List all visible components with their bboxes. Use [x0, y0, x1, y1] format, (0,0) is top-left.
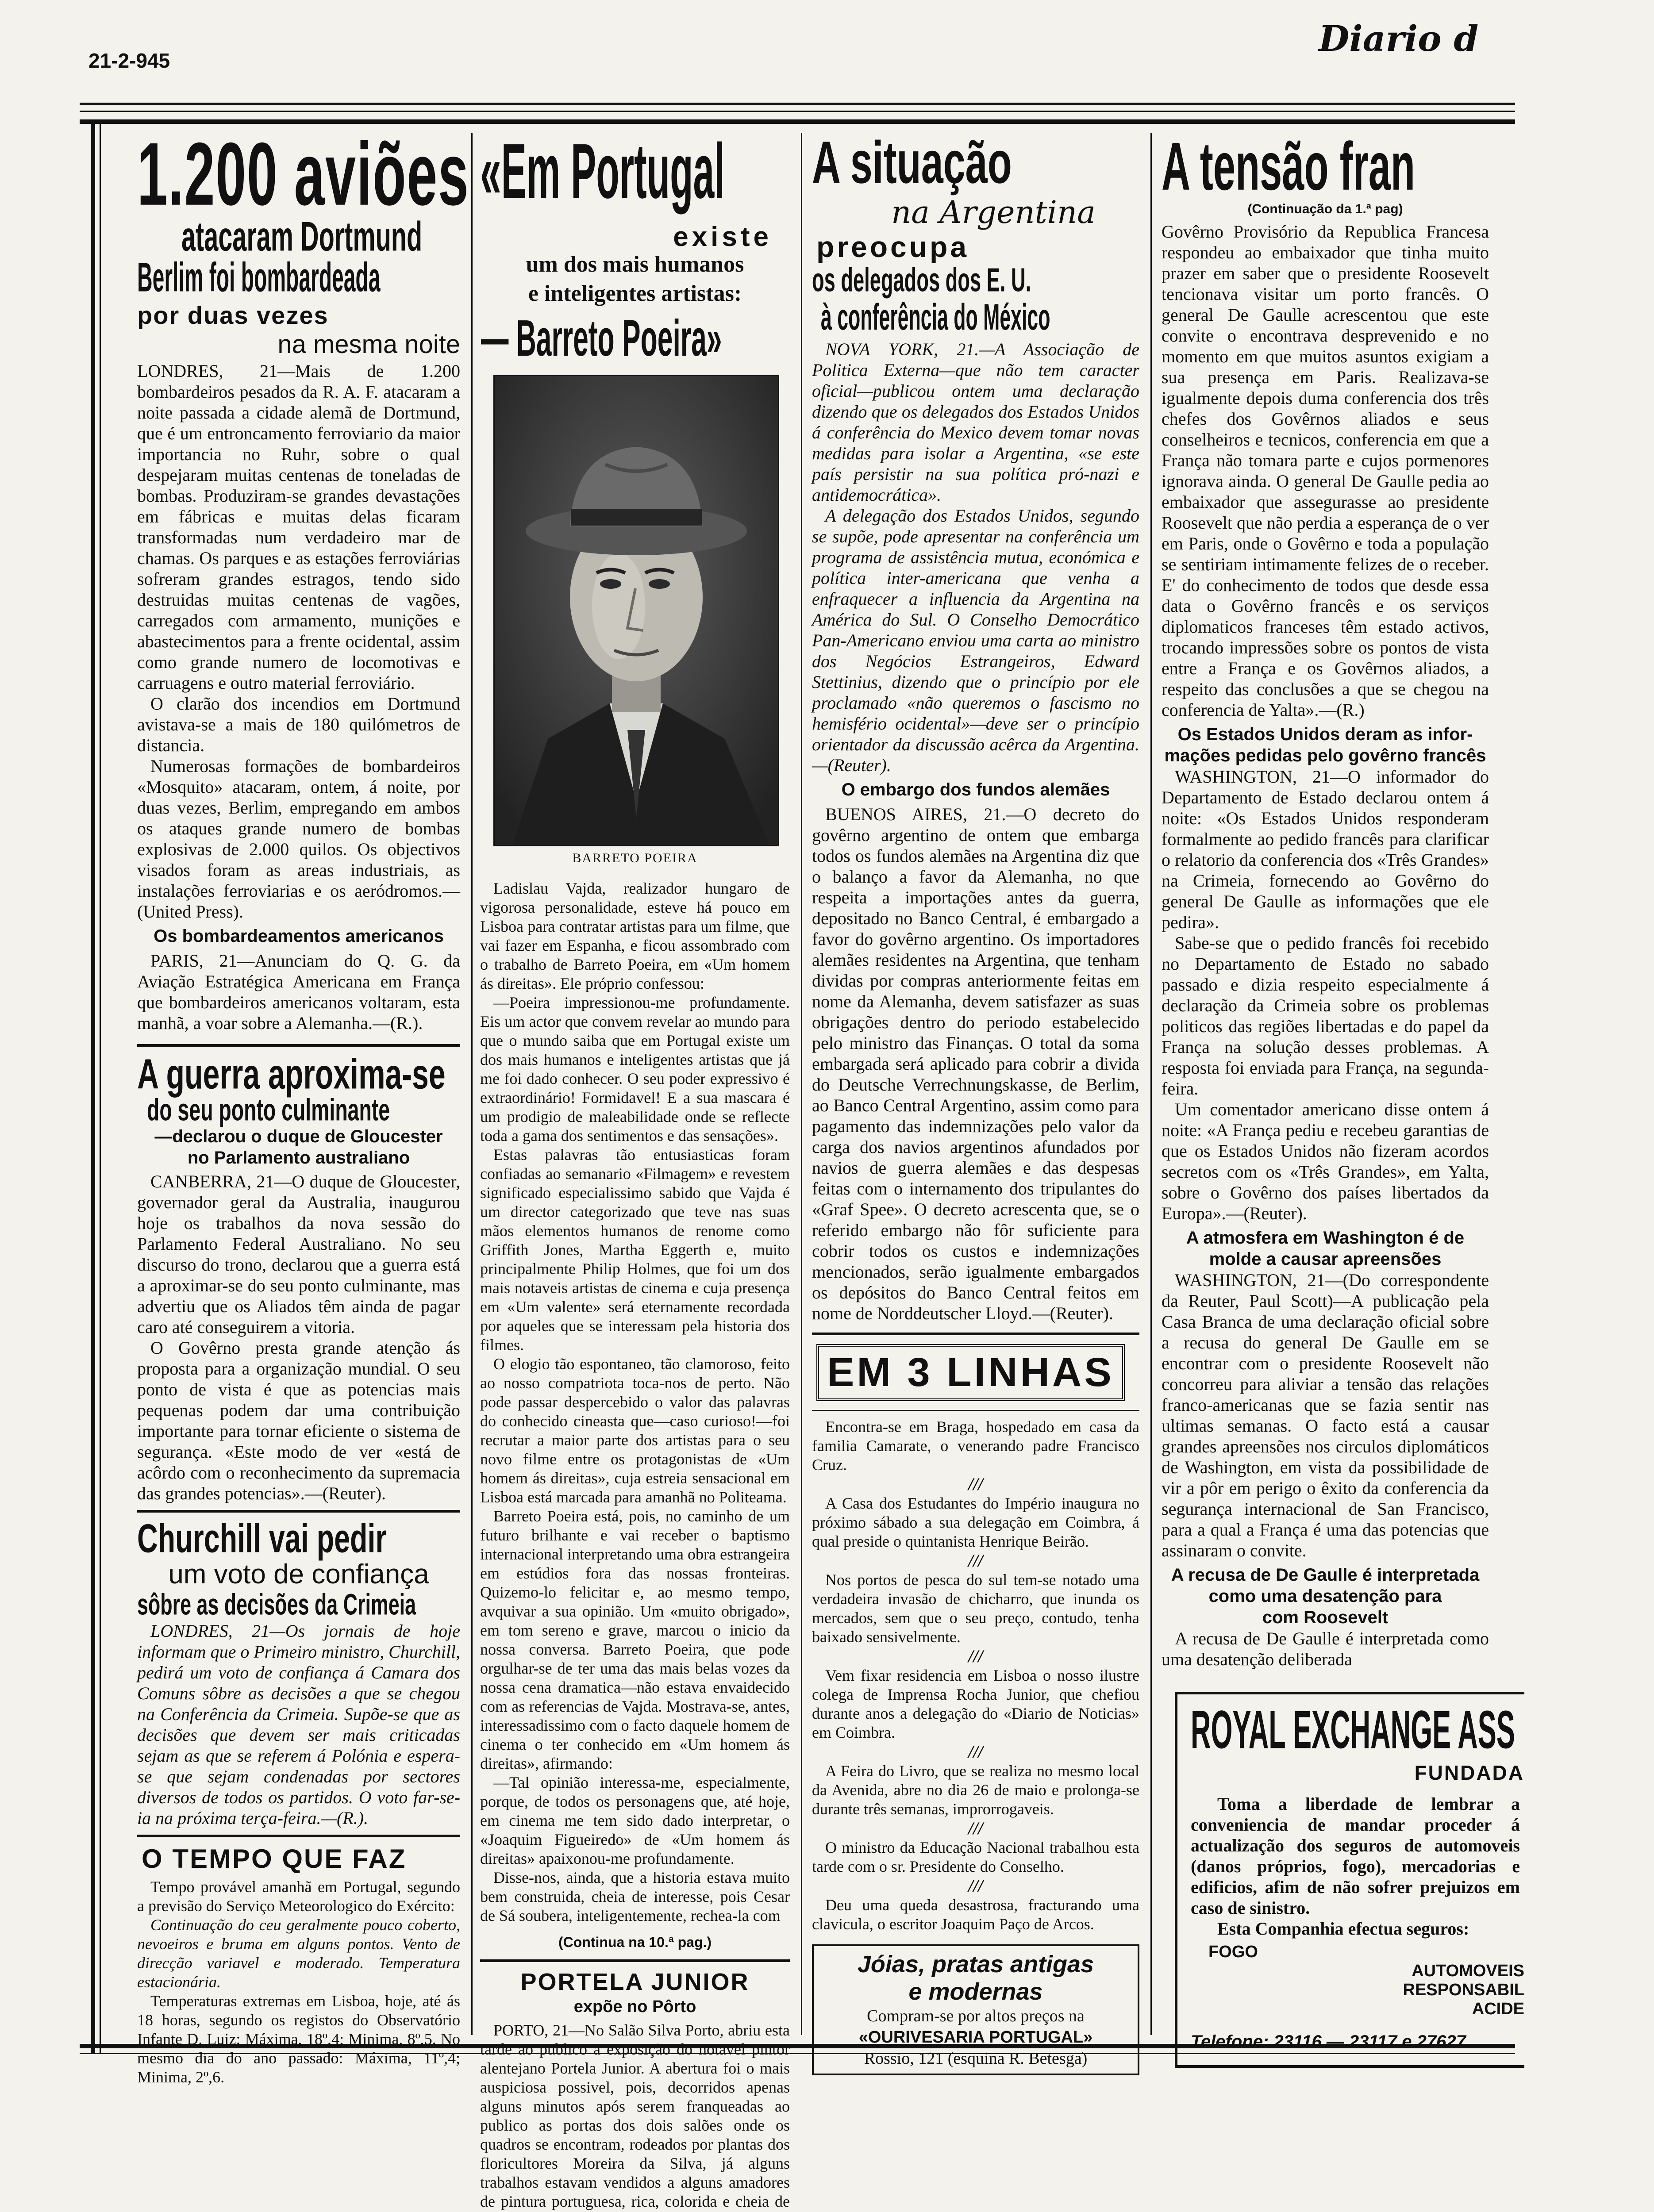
ad-automoveis: AUTOMOVEIS: [1412, 1962, 1524, 1980]
column-divider-3: [1150, 133, 1152, 2035]
short-note-5: A Feira do Livro, que se realiza no mesmo local da Avenida, abre no dia 26 de maio e prolonga-se durante três semanas, improrrogaveis.: [812, 1762, 1139, 1818]
subhead-line: com Roosevelt: [1262, 1608, 1389, 1627]
article-argentina-p1: NOVA YORK, 21.—A Associação de Politica Externa—que não tem caracter oficial—publicou ontem uma declaração dizendo que os delegados dos Estados Unidos á conferência do Mexico devem tomar novas medidas para isolar a Argentina, «se este país persistir na sua política pró-nazi e antidemocrática».: [812, 339, 1139, 505]
ad-fundada: FUNDADA: [1414, 1761, 1524, 1784]
headline-mais-humanos: um dos mais humanos: [526, 252, 744, 277]
portrait-photo: [493, 375, 779, 846]
divider: [812, 1333, 1139, 1335]
column-2: [480, 127, 790, 2212]
subhead-line: Os Estados Unidos deram as infor-: [1177, 725, 1473, 744]
article-poeira-p1: Ladislau Vajda, realizador hungaro de vigorosa personalidade, esteve há pouco em Lisboa para contratar artistas para um filme, que vai fazer em Espanha, e ficou assombrado com o trabalho de Barreto Poeira, em «Um homem ás direitas». Ele próprio confessou:: [480, 879, 790, 992]
short-note-6: O ministro da Educação Nacional trabalhou esta tarde com o sr. Presidente do Conselho.: [812, 1839, 1139, 1875]
ad-royal-text: Toma a liberdade de lembrar a conveniencia de mandar proceder á actualização dos seguros de automoveis (danos próprios, fogo), mercadorias e edificios, afim de não sofrer prejuizos em caso de sinistro.: [1191, 1794, 1520, 1918]
ad-acide: ACIDE: [1472, 2000, 1524, 2018]
headline-decisoes-crimeia: sôbre as decisões da Crimeia: [137, 1587, 416, 1621]
note-separator: ///: [968, 1551, 983, 1571]
headline-1200-avioes: 1.200 aviões: [137, 123, 469, 224]
headline-atacaram-dortmund: atacaram Dortmund: [181, 214, 423, 260]
headline-preocupa: preocupa: [816, 230, 969, 263]
divider: [812, 1410, 1139, 1411]
divider: [137, 1044, 460, 1047]
article-poeira-p2: —Poeira impressionou-me profundamente. Eis um actor que convem revelar ao mundo para que o mundo saiba que em Portugal existe um dos mais humanos e inteligentes artistas que já me foi dado conhecer. O seu poder expressivo é extraordinário! Formidavel! E a sua mascara é um prodigio de maleabilidade onde se reflecte toda a gama dos sentimentos e das sensações».: [480, 994, 790, 1144]
subhead-estados-unidos: [1162, 724, 1489, 766]
ad-title-joias: Jóias, pratas antigas: [857, 1951, 1094, 1978]
subhead-line: mações pedidas pelo govêrno francês: [1164, 746, 1486, 765]
column-divider-1: [471, 133, 473, 2035]
short-note-4: Vem fixar residencia em Lisboa o nosso ilustre colega de Imprensa Rocha Junior, que chefiou durante anos a delegação do «Diario de Noticias» em Coimbra.: [812, 1667, 1139, 1741]
page-date: 21-2-945: [88, 49, 170, 72]
column-3: [812, 129, 1139, 2075]
headline-em-3-linhas: EM 3 LINHAS: [816, 1344, 1125, 1401]
headline-voto-confianca: um voto de confiança: [168, 1559, 429, 1590]
ad-royal-exchange: [1175, 1692, 1524, 2068]
article-churchill: LONDRES, 21—Os jornais de hoje informam que o Primeiro ministro, Churchill, pedirá um voto de confiança á Camara dos Comuns sôbre as decisões a que se chegou na Conferência da Crimeia. Supõe-se que as decisões que devem ser mais criticadas sejam as que se referem á Polónia e espera-se que sejam condenadas por sectores diversos de todos os partidos. O voto far-se-ia na próxima terça-feira.—(R.).: [137, 1621, 460, 1828]
article-washington-p4: WASHINGTON, 21—(Do correspondente da Reuter, Paul Scott)—A publicação pela Casa Branca de uma declaração oficial sobre a recusa do general De Gaulle em se encontrar com o presidente Roosevelt não concorreu para aliviar a tensão das relações franco-americanas que se fazia sentir nas ultimas semanas. O facto está a causar grandes apreensões nos circulos diplomáticos de Washington, em vista da possibilidade de vir a pôr em perigo o êxito da conferencia da segurança internacional de San Francisco, para a qual a França é uma das potencias que assinaram o convite.: [1162, 1270, 1489, 1560]
short-note-7: Deu uma queda desastrosa, fracturando uma clavicula, o escritor Joaquim Paço de Arcos.: [812, 1896, 1139, 1933]
headline-inteligentes: e inteligentes artistas:: [528, 281, 742, 306]
headline-duas-vezes: por duas vezes: [137, 301, 329, 329]
continued-from-note: (Continuação da 1.ª pag): [1247, 202, 1403, 216]
subhead-embargo: O embargo dos fundos alemães: [841, 780, 1110, 799]
left-rule: [91, 119, 95, 2053]
top-rule-2: [80, 111, 1515, 112]
headline-churchill: Churchill vai pedir: [137, 1516, 387, 1561]
headline-na-argentina: na Argentina: [891, 194, 1096, 230]
headline-delegados: os delegados dos E. U.: [812, 261, 1031, 299]
article-argentina-p2: A delegação dos Estados Unidos, segundo se supõe, pode apresentar na conferência um programa de assistência mutua, económica e política inter-americana que venha a enfraquecer a influencia da Argentina na América do Sul. O Conselho Democrático Pan-Americano enviou uma carta ao ministro dos Negócios Estrangeiros, Edward Stettinius, dizendo que o princípio por ele proclamado «não queremos o fascismo no hemisfério ocidental»—deve ser o princípio orientador da discussão acêrca da Argentina.—(Reuter).: [812, 506, 1139, 775]
weather-p3: Temperaturas extremas em Lisboa, hoje, até ás 18 horas, segundo os registos do Observatório Infante D. Luiz: Máxima, 18º,4; Minima, 8º,5. No mesmo dia do ano passado: Máxima, 11º,4; Minima, 2º,6.: [137, 1992, 460, 2086]
headline-barreto-poeira: — Barreto Poeira»: [481, 309, 722, 367]
article-poeira-p3: Estas palavras tão entusiasticas foram confiadas ao semanario «Filmagem» e revestem significado especialissimo sabido que Vajda é um director categorizado que teve nas suas mãos elementos humanos de renome como Griffith Jones, Martha Eggerth e, muito principalmente Philip Holmes, que foi um dos mais notaveis artistas de cinema e cuja presença em «Um valente» será eternamente recordada por aqueles que se interessam pela historia dos filmes.: [480, 1146, 790, 1354]
continued-note: (Continua na 10.ª pag.): [558, 1934, 712, 1950]
top-rule-3: [80, 119, 1515, 124]
headline-berlim: Berlim foi bombardeada: [137, 254, 381, 300]
article-dortmund-p1: LONDRES, 21—Mais de 1.200 bombardeiros pesados da R. A. F. atacaram a noite passada a cidade alemã de Dortmund, que é um entroncamento ferroviario da maior importancia no Ruhr, sobre o qual despejaram muitas centenas de toneladas de bombas. Produziram-se grandes devastações em fábricas e muitas delas ficaram transformadas num verdadeiro mar de chamas. Os parques e as estações ferroviárias sofreram grandes estragos, tendo sido destruidas muitas centenas de vagões, carregados com armamento, munições e abastecimentos para a frente ocidental, assim como grande numero de locomotivas e carruagens e outro material ferroviário.: [137, 361, 460, 693]
article-tensao-p1: Govêrno Provisório da Republica Francesa respondeu ao embaixador que tinha muito prazer em saber que o presidente Roosevelt tencionava visitar um porto francês. O general De Gaulle acrescentou que este convite o encontrava desprevenido e no momento em que muitos asuntos exigiam a sua presença em Paris. Realizava-se igualmente depois duma conferencia dos três chefes dos Govêrnos aliados e seus conselheiros e tecnicos, conferencia em que a França não tomara parte e cujos pormenores ignorava ainda. O general De Gaulle pedia ao embaixador que assegurasse ao presidente Roosevelt que não perdia a esperança de o ver em Paris, onde o Govêrno e toda a população se sentiriam intimamente felizes de o receber. E' do conhecimento de todos que desde essa data o Govêrno francês e os serviços diplomaticos franceses têm estado activos, trocando impressões sobre os pontos de vista entre a França e os Govêrnos aliados, a respeito das conclusões a que se chegou na conferencia de Yalta».—(R.): [1162, 222, 1489, 720]
headline-a-situacao: A situação: [812, 129, 1012, 196]
headline-em-portugal: «Em Portugal: [480, 127, 725, 215]
subhead-line: molde a causar apreensões: [1209, 1249, 1442, 1269]
article-dortmund-p3: Numerosas formações de bombardeiros «Mosquito» atacaram, ontem, á noite, por duas vezes, Berlim, empregando em ambos os ataques grande numero de bombas explosivas de 2.000 quilos. Os objectivos visados foram as areas industriais, as instalações ferroviarias e os aeródromos.—(United Press).: [137, 756, 460, 922]
article-recusa: A recusa de De Gaulle é interpretada como uma desatenção deliberada: [1162, 1628, 1489, 1669]
ad-fogo: FOGO: [1208, 1943, 1258, 1961]
photo-caption: BARRETO POEIRA: [572, 851, 698, 865]
column-1: [137, 123, 469, 2087]
subhead-bombardeamentos: Os bombardeamentos americanos: [154, 926, 444, 946]
subhead-recusa: [1162, 1564, 1489, 1628]
ad-responsabil: RESPONSABIL: [1403, 1981, 1524, 1999]
note-separator: ///: [968, 1646, 983, 1666]
article-portela: PORTO, 21—No Salão Silva Porto, abriu esta tarde ao publico a exposição do notavel pintor alentejano Portela Junior. A abertura foi o mais auspiciosa possivel, pois, decorridos apenas alguns minutos após serem franqueadas ao publico as portas dos dois salões onde os quadros se encontram, rodeados por plantas dos floricultores Moreira da Silva, já alguns trabalhos estavam vendidos a alguns amadores de pintura portuguesa, rica, colorida e cheia de: [480, 2021, 790, 2210]
subhead-line: como uma desatenção para: [1208, 1586, 1442, 1606]
newspaper-name: Diario d: [1319, 18, 1479, 59]
article-washington-p2: Sabe-se que o pedido francês foi recebido no Departamento de Estado no sabado passado e dizia respeito especialmente á declaração da Crimeia sobre os problemas politicos das regiões libertadas e do papel da França na solução desses problemas. A resposta foi enviada para França, na segunda-feira.: [1162, 933, 1489, 1098]
subhead-line: A recusa de De Gaulle é interpretada: [1171, 1565, 1480, 1585]
ad-ourivesaria: [812, 1944, 1139, 2075]
ad-telefone: Telefone: 23116 — 23117 e 27627: [1191, 2032, 1466, 2051]
short-note-2: A Casa dos Estudantes do Império inaugura no próximo sábado a sua delegação em Coimbra, á qual preside o quintanista Henrique Beirão.: [812, 1494, 1139, 1550]
article-poeira-p4: O elogio tão espontaneo, tão clamoroso, feito ao nosso compatriota toca-nos de perto. Não pode passar despercebido o valor das palavras do conhecido cineasta que—caso curioso!—foi recrutar a maior parte dos artistas para o seu novo filme entre os protagonistas de «Um homem ás direitas», cuja estreia sensacional em Lisboa está marcada para amanhã no Politeama.: [480, 1355, 790, 1506]
top-rule: [80, 103, 1515, 105]
column-divider-2: [801, 133, 802, 2035]
left-rule-2: [100, 119, 101, 2053]
headline-portela-junior: PORTELA JUNIOR: [520, 1969, 750, 1995]
divider: [137, 1835, 460, 1837]
note-separator: ///: [968, 1818, 983, 1838]
headline-conferencia-mexico: à conferência do México: [820, 296, 1050, 338]
headline-guerra-aproxima: A guerra aproxima-se: [137, 1050, 446, 1098]
ad-line-1: Compram-se por altos preços na: [867, 2007, 1085, 2025]
subhead-parlamento: no Parlamento australiano: [187, 1148, 410, 1167]
article-paris: PARIS, 21—Anunciam do Q. G. da Aviação Estratégica Americana em França que bombardeiros americanos voltaram, esta manhã, a voar sobre a Alemanha.—(R.).: [137, 951, 460, 1033]
man-in-hat-photo: [495, 376, 778, 845]
divider: [137, 1510, 460, 1513]
article-washington-p1: WASHINGTON, 21—O informador do Departamento de Estado declarou ontem á noite: «Os Estados Unidos responderam formalmente ao pedido francês para clarificar o relatorio da conferencia dos «Três Grandes» na Crimeia, fornecendo ao Govêrno do general De Gaulle as informações que ele pedira».: [1162, 767, 1489, 932]
ad-line-3: Rossio, 121 (esquina R. Betesga): [864, 2049, 1088, 2068]
weather-p2: Continuação do ceu geralmente pouco coberto, nevoeiros e bruma em alguns pontos. Vento de direcção variavel e moderado. Temperatura estacionária.: [137, 1916, 460, 1991]
ad-title-modernas: e modernas: [908, 1978, 1043, 2005]
ad-royal-seguros: Esta Companhia efectua seguros:: [1217, 1919, 1469, 1939]
article-poeira-p5: Barreto Poeira está, pois, no caminho de um futuro brilhante e vai receber o baptismo internacional interpretando uma obra estrangeira em estúdios fora das nossas fronteiras. Quizemo-lo felicitar e, ao mesmo tempo, avquivar a sua opinião. Um «muito obrigado», em tom sereno e grave, marcou o inicio da nossa conversa. Barreto Poeira, que pode orgulhar-se de ter uma das mais belas vozes da nossa cena dramatica—não estava envaidecido com as referencias de Vajda. Mostrava-se, antes, interessadissimo com o facto daquele homem de cinema o ter conhecido em «Um homem ás direitas», afirmando:: [480, 1507, 790, 1772]
ad-line-2: «OURIVESARIA PORTUGAL»: [858, 2028, 1093, 2047]
subhead-line: A atmosfera em Washington é de: [1186, 1228, 1465, 1248]
subhead-atmosfera: [1162, 1227, 1489, 1270]
subhead-expoe-porto: expõe no Pôrto: [573, 1997, 696, 2016]
headline-tensao: A tensão fran: [1162, 128, 1416, 205]
article-washington-p3: Um comentador americano disse ontem á noite: «A França pediu e recebeu garantias de que os Estados Unidos não fizeram acordos secretos com os «Três Grandes», em Yalta, sobre o Govêrno dos países libertados da Europa».—(Reuter).: [1162, 1099, 1489, 1223]
article-poeira-p6: —Tal opinião interessa-me, especialmente, porque, de todos os personagens que, até hoje, em cinema me tem sido dado interpretar, o «Joaquim Figueiredo» de «Um homem ás direitas» apaixonou-me profundamente.: [480, 1774, 790, 1867]
article-dortmund-p2: O clarão dos incendios em Dortmund avistava-se a mais de 180 quilómetros de distancia.: [137, 694, 460, 755]
article-canberra-p1: CANBERRA, 21—O duque de Gloucester, governador geral da Australia, inaugurou hoje os trabalhos da nova sessão do Parlamento Federal Australiano. No seu discurso do trono, declarou que a guerra está a aproximar-se do seu ponto culminante, mas advertiu que os Aliados têm ainda de pagar caro até conseguirem a vitoria.: [137, 1171, 460, 1337]
note-separator: ///: [968, 1742, 983, 1762]
headline-existe: existe: [673, 222, 772, 252]
headline-mesma-noite: na mesma noite: [277, 330, 460, 359]
subhead-gloucester: —declarou o duque de Gloucester: [154, 1127, 443, 1146]
ad-title-royal-exchange: ROYAL EXCHANGE ASS: [1191, 1700, 1515, 1760]
note-separator: ///: [968, 1876, 983, 1896]
weather-p1: Tempo provável amanhã em Portugal, segundo a previsão do Serviço Meteorologico do Exército:: [137, 1878, 460, 1915]
short-note-3: Nos portos de pesca do sul tem-se notado uma verdadeira invasão de chicharro, que inunda os mercados, sem que o seu preço, contudo, tenha baixado sensivelmente.: [812, 1571, 1139, 1646]
headline-tempo-que-faz: O TEMPO QUE FAZ: [142, 1844, 407, 1874]
short-note-1: Encontra-se em Braga, hospedado em casa da familia Camarate, o venerando padre Francisco Cruz.: [812, 1418, 1139, 1474]
article-poeira-p7: Disse-nos, ainda, que a historia estava muito bem construida, cheia de interesse, pois Cesar de Sá soubera, inteligentemente, rechea-la com: [480, 1869, 790, 1924]
note-separator: ///: [968, 1474, 983, 1494]
divider: [480, 1959, 790, 1962]
column-4: [1162, 128, 1524, 2068]
article-buenos-aires: BUENOS AIRES, 21.—O decreto do govêrno argentino de ontem que embarga todos os fundos alemães na Argentina diz que o balanço a favor da Alemanha, no que respeita a importações antes da guerra, depositado no Banco Central, é embargado a favor do govêrno argentino. Os importadores alemães residentes na Argentina, que tenham dividas por compras anteriormente feitas em nome da Alemanha, devem satisfazer as suas obrigações dentro do periodo estabelecido pelo ministro das Finanças. O total da soma embargada será aplicado para cobrir a divida do Deutsche Verrechnungskasse, de Berlim, ao Banco Central Argentino, assim como para pagamento das indemnizações pelo valor da carga dos navios argentinos afundados por navios de guerra alemães e das despesas feitas com o internamento dos tripulantes do «Graf Spee». O decreto acrescenta que, se o referido embargo não fôr suficiente para cobrir todos os custos e indemnizações mencionados, serão igualmente embargados os depósitos do Banco Central feitos em nome de Norddeutscher Lloyd.—(Reuter).: [812, 804, 1139, 1323]
headline-ponto-culminante: do seu ponto culminante: [146, 1093, 390, 1128]
article-canberra-p2: O Govêrno presta grande atenção ás proposta para a organização mundial. O seu ponto de vista é que as potencias mais pequenas podem dar uma contribuição importante para tornar eficiente o sistema de segurança. «Este modo de ver «está de acôrdo com o reconhecimento da supremacia das grandes potencias».—(Reuter).: [137, 1338, 460, 1503]
